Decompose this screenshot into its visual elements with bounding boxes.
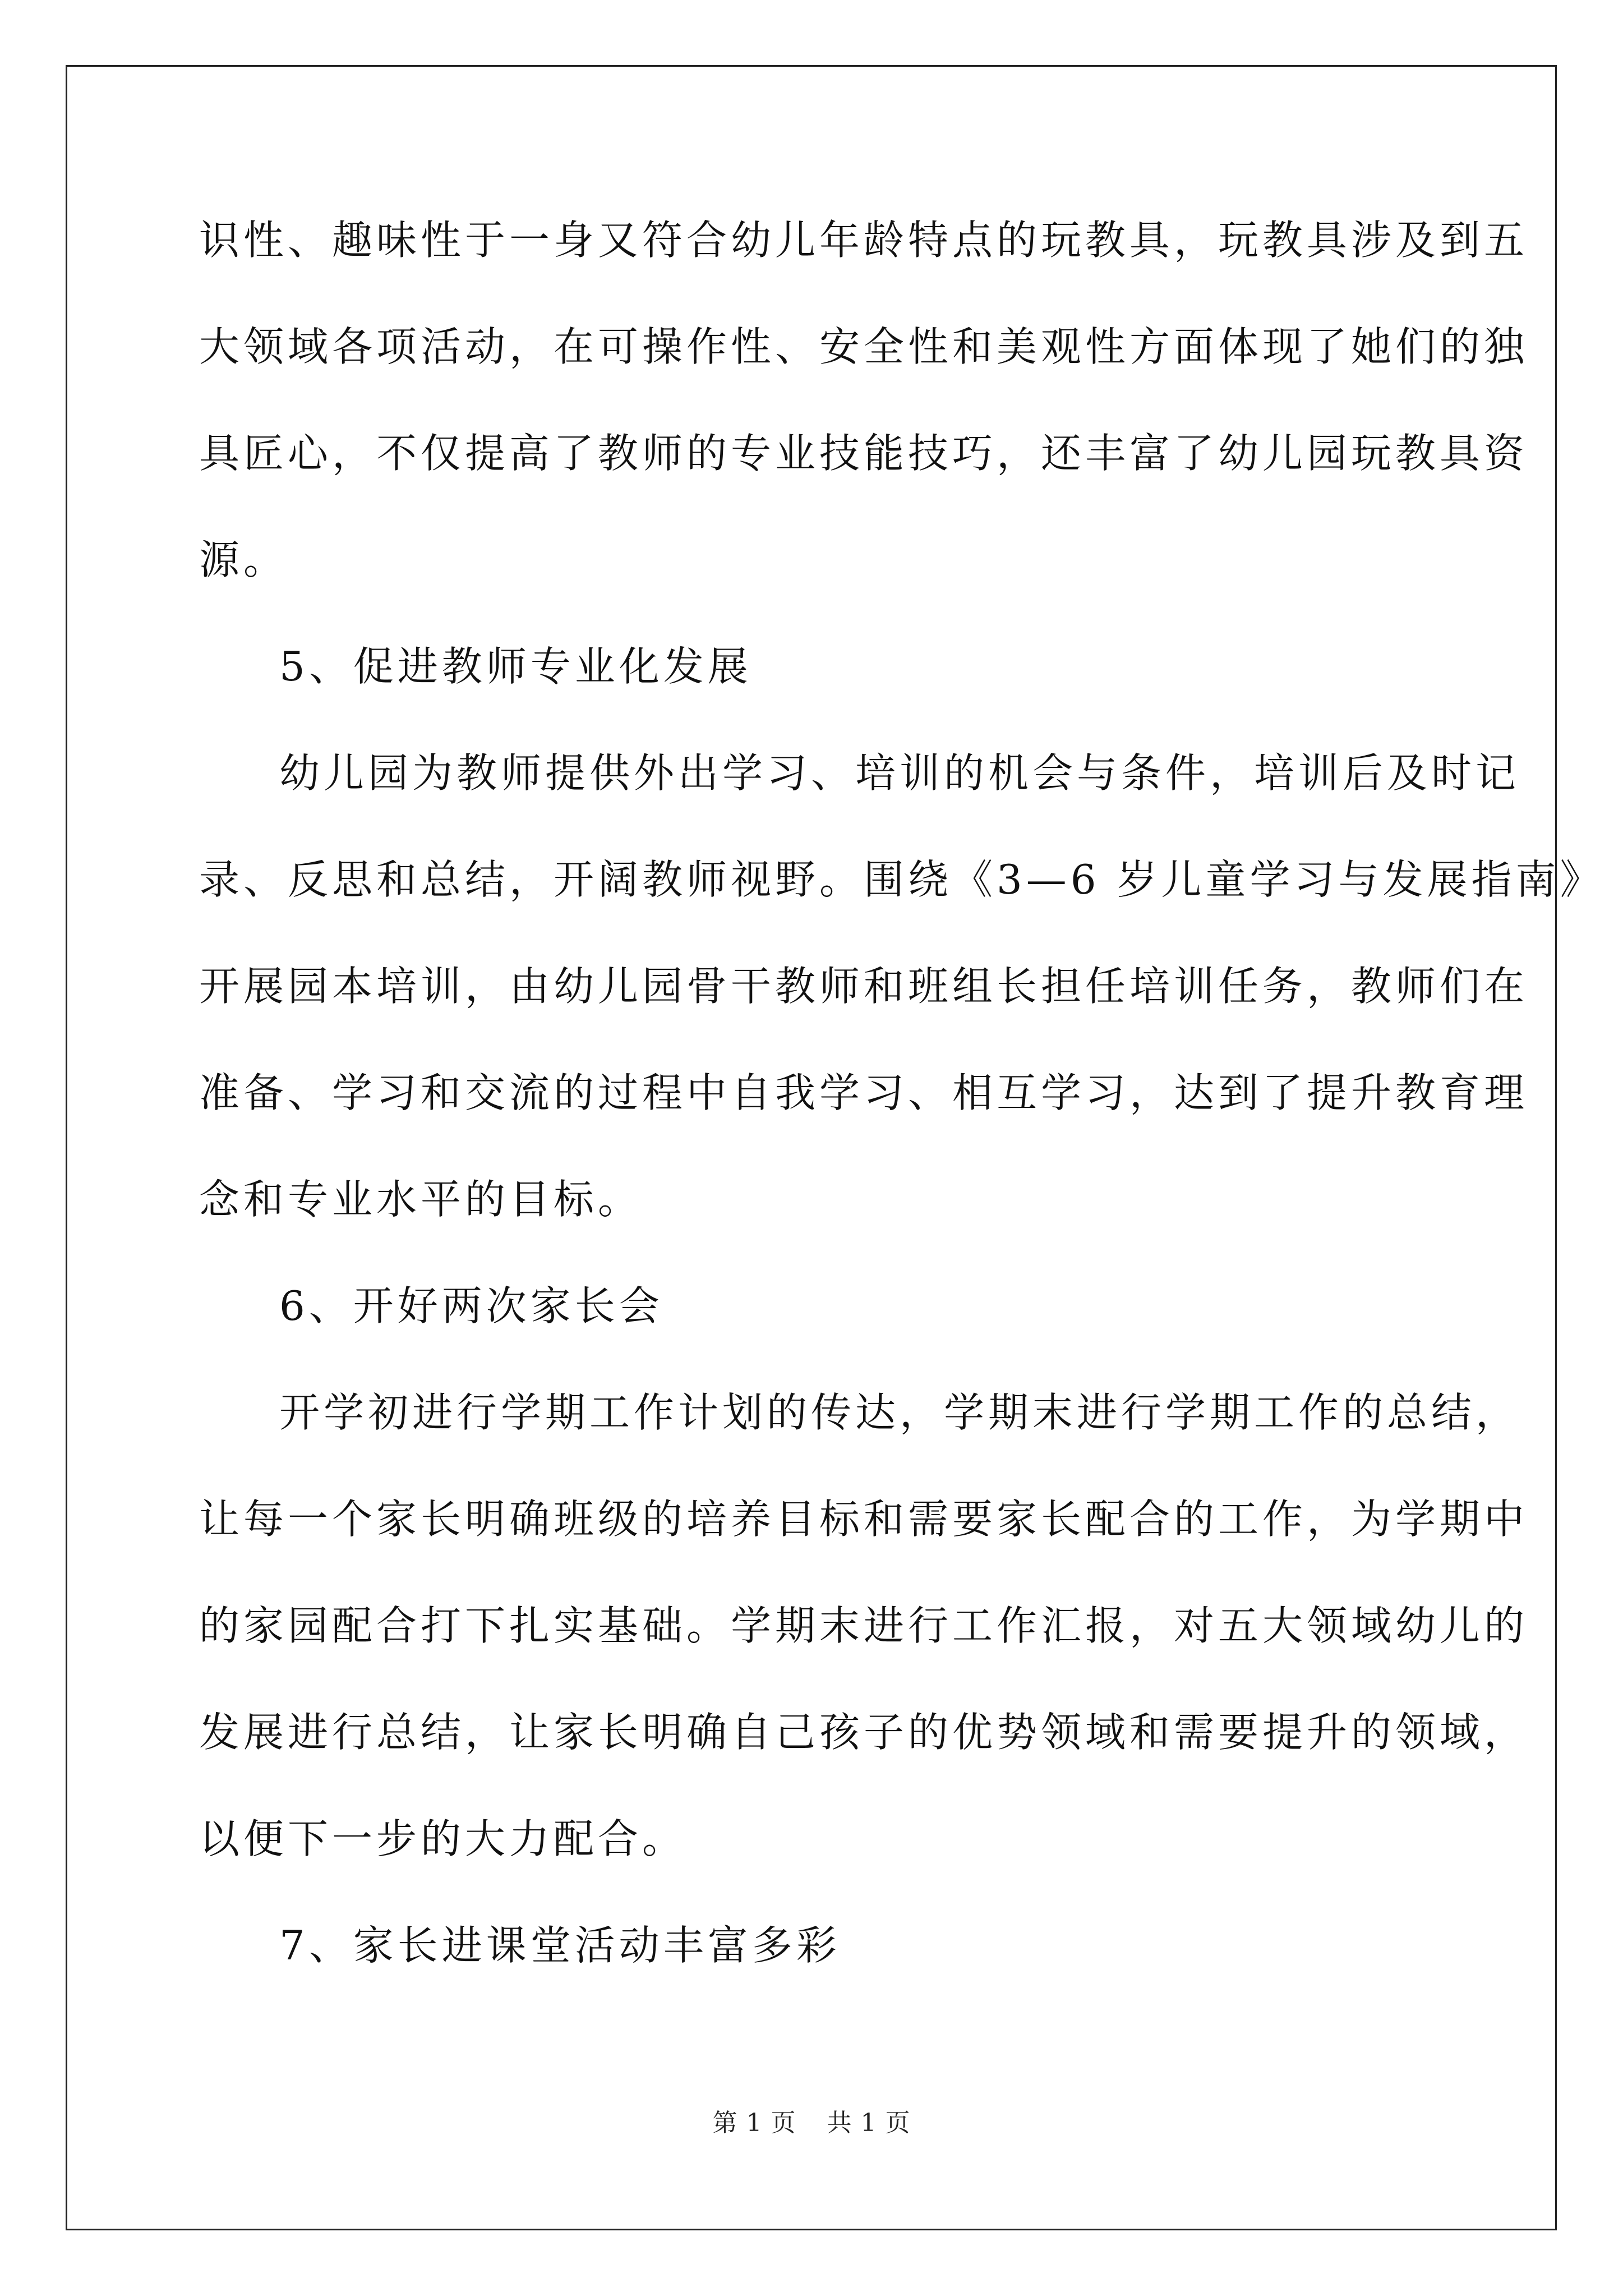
text-line: 以便下一步的大力配合。 (199, 1815, 687, 1862)
text-line: 源。 (199, 536, 288, 583)
text-line: 开展园本培训，由幼儿园骨干教师和班组长担任培训任务，教师们在 (199, 963, 1529, 1010)
text-line: 准备、学习和交流的过程中自我学习、相互学习，达到了提升教育理 (199, 1069, 1529, 1116)
text-line: 录、反思和总结，开阔教师视野。围绕《3—6 岁儿童学习与发展指南》 (199, 856, 1604, 903)
page-footer (0, 2106, 1623, 2140)
page-number-current: 第 1 页 (712, 2109, 796, 2137)
text-line: 的家园配合打下扎实基础。学期末进行工作汇报，对五大领域幼儿的 (199, 1602, 1529, 1649)
text-line: 发展进行总结，让家长明确自己孩子的优势领域和需要提升的领域， (199, 1709, 1529, 1756)
text-line: 具匠心，不仅提高了教师的专业技能技巧，还丰富了幼儿园玩教具资 (199, 430, 1529, 477)
page-number-total: 共 1 页 (827, 2109, 911, 2137)
paragraph-first-line: 幼儿园为教师提供外出学习、培训的机会与条件，培训后及时记 (279, 749, 1520, 797)
section-heading-7: 7、家长进课堂活动丰富多彩 (279, 1922, 841, 1969)
page-border (66, 65, 1557, 2230)
section-heading-5: 5、促进教师专业化发展 (279, 643, 752, 690)
text-line: 念和专业水平的目标。 (199, 1176, 643, 1223)
section-heading-6: 6、开好两次家长会 (279, 1282, 663, 1329)
text-line: 大领域各项活动，在可操作性、安全性和美观性方面体现了她们的独 (199, 323, 1529, 370)
text-line: 识性、趣味性于一身又符合幼儿年龄特点的玩教具，玩教具涉及到五 (199, 217, 1529, 264)
text-line: 让每一个家长明确班级的培养目标和需要家长配合的工作，为学期中 (199, 1496, 1529, 1543)
paragraph-first-line: 开学初进行学期工作计划的传达，学期末进行学期工作的总结， (279, 1389, 1520, 1436)
